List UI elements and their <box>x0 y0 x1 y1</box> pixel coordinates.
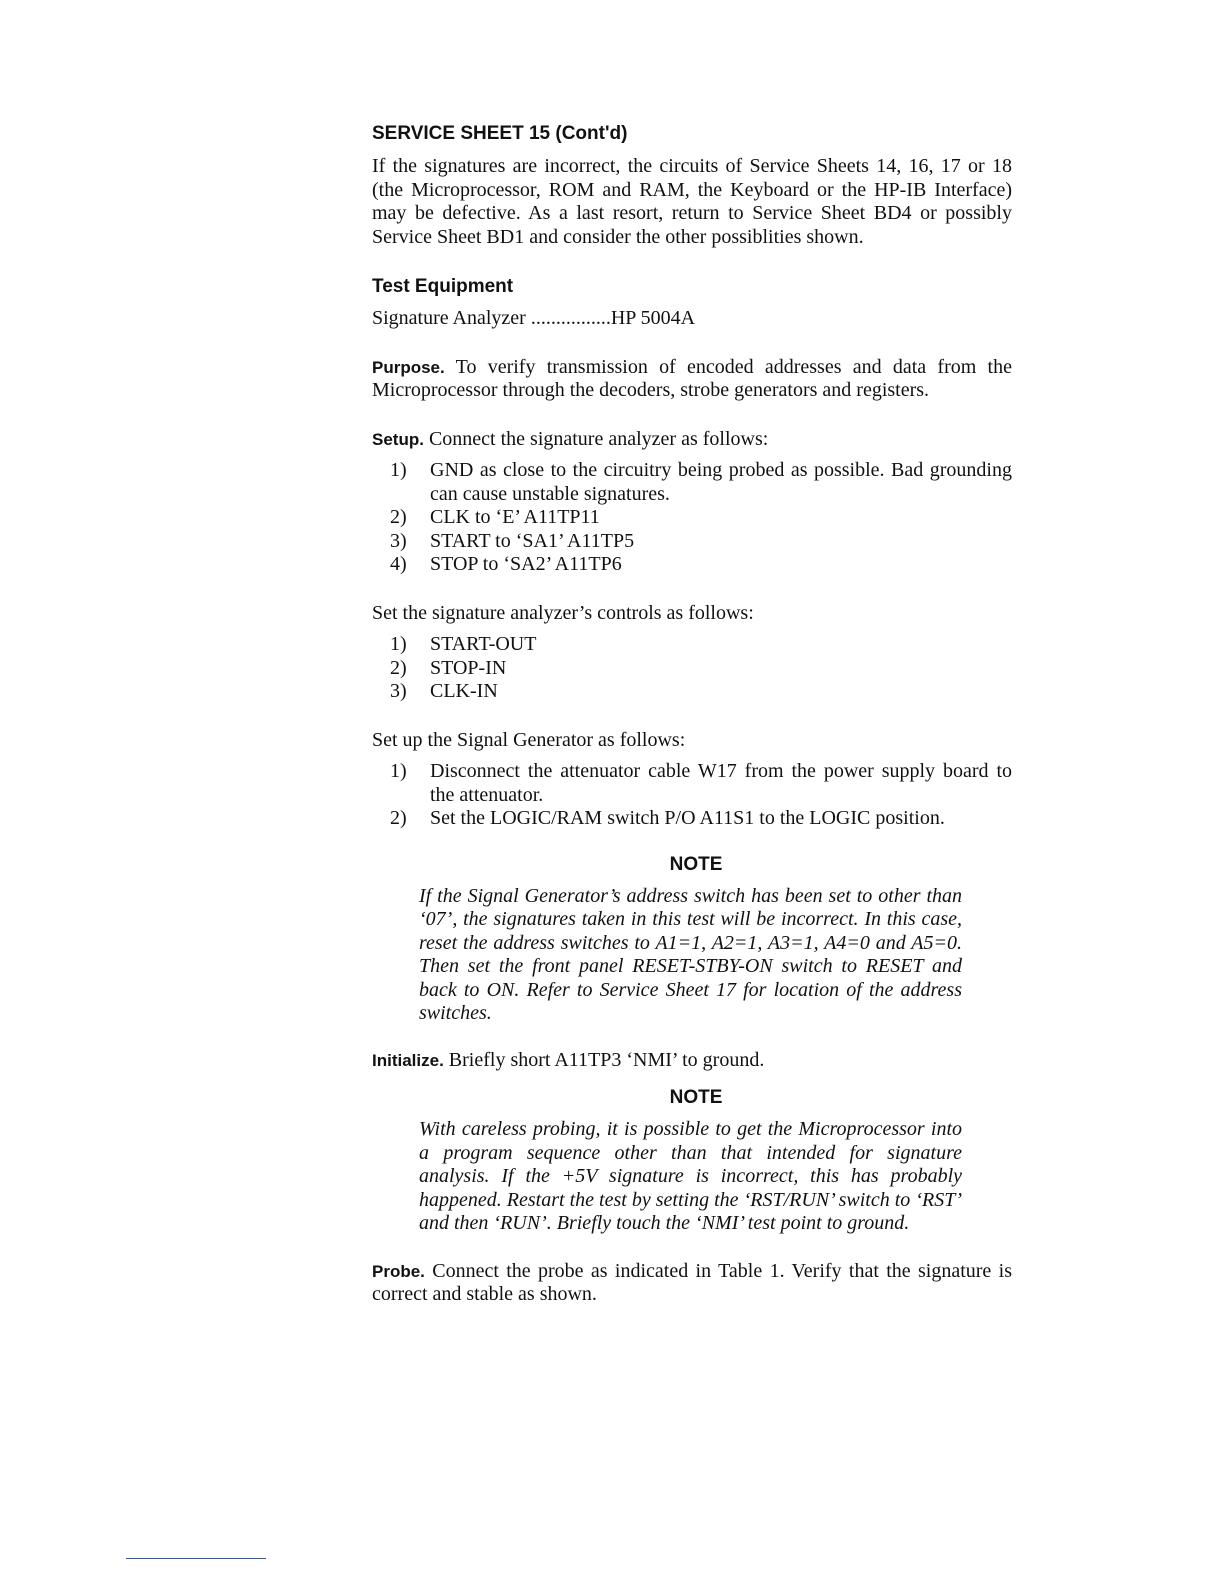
initialize-text: Briefly short A11TP3 ‘NMI’ to ground. <box>443 1048 765 1071</box>
list-item <box>372 459 1012 506</box>
step-text: STOP to ‘SA2’ A11TP6 <box>430 553 622 575</box>
step-number: 4) <box>390 553 407 575</box>
probe-paragraph <box>372 1260 1012 1307</box>
step-number: 3) <box>390 529 407 552</box>
purpose-label: Purpose. <box>372 357 445 377</box>
initialize-paragraph <box>372 1049 1012 1073</box>
step-number: 2) <box>390 656 407 679</box>
note-body: If the Signal Generator’s address switch has been set to other than ‘07’, the signatures taken in this test will be incorrect. In this case, reset the address switches to A1=1, A2=1, A3=1, A4=0 and A5=0. Then set the front panel RESET-STBY-ON switch to RESET and back to ON. Refer to Service Sheet 17 for location of the address switches. <box>419 884 962 1024</box>
list-item <box>372 680 1012 704</box>
service-sheet-page <box>372 122 1012 1307</box>
setup-label: Setup. <box>372 429 424 449</box>
list-item <box>372 807 1012 831</box>
purpose-text: To verify transmission of encoded addresses and data from the Microprocessor through the decoders, strobe generators and registers. <box>372 355 1012 401</box>
siggen-paragraph: Set up the Signal Generator as follows: <box>372 728 686 751</box>
step-text: START-OUT <box>430 633 537 655</box>
step-text: CLK to ‘E’ A11TP11 <box>430 506 600 528</box>
note-title: NOTE <box>669 1087 723 1108</box>
probe-text: Connect the probe as indicated in Table 1. Verify that the signature is correct and stable as shown. <box>372 1259 1012 1305</box>
test-equipment-heading: Test Equipment <box>372 276 514 297</box>
step-text: Disconnect the attenuator cable W17 from the power supply board to the attenuator. <box>430 760 1012 806</box>
probe-label: Probe. <box>372 1261 425 1281</box>
step-text: CLK-IN <box>430 680 498 702</box>
list-item <box>372 633 1012 657</box>
step-number: 2) <box>390 506 407 528</box>
list-item <box>372 657 1012 681</box>
step-number: 1) <box>390 459 407 481</box>
setup-paragraph <box>372 428 1012 452</box>
step-text: Set the LOGIC/RAM switch P/O A11S1 to the LOGIC position. <box>430 807 945 829</box>
intro-paragraph: If the signatures are incorrect, the circuits of Service Sheets 14, 16, 17 or 18 (the Microprocessor, ROM and RAM, the Keyboard or the HP-IB Interface) may be defective. As a last resort, return to Service Sheet BD4 or possibly Service Sheet BD1 and consider the other possiblities shown. <box>372 155 1012 248</box>
step-number: 2) <box>390 807 407 829</box>
step-text: STOP-IN <box>430 656 507 679</box>
note-title: NOTE <box>669 853 723 875</box>
list-item <box>372 553 1012 577</box>
controls-steps <box>372 633 1012 704</box>
setup-steps <box>372 459 1012 577</box>
siggen-steps <box>372 760 1012 831</box>
step-number: 3) <box>390 680 407 702</box>
step-text: GND as close to the circuitry being probed as possible. Bad grounding can cause unstable signatures. <box>430 459 1012 505</box>
initialize-label: Initialize. <box>372 1050 444 1070</box>
step-text: START to ‘SA1’ A11TP5 <box>430 529 635 552</box>
page-heading: SERVICE SHEET 15 (Cont'd) <box>372 123 628 144</box>
step-number: 1) <box>390 633 407 655</box>
step-number: 1) <box>390 760 407 782</box>
controls-paragraph: Set the signature analyzer’s controls as follows: <box>372 601 754 624</box>
test-equipment-item: Signature Analyzer ................HP 5004A <box>372 307 696 329</box>
setup-text: Connect the signature analyzer as follows: <box>423 427 769 450</box>
list-item <box>372 506 1012 530</box>
list-item <box>372 530 1012 554</box>
note-body: With careless probing, it is possible to get the Microprocessor into a program sequence other than that intended for signature analysis. If the +5V signature is incorrect, this has probably happened. Restart the test by setting the ‘RST/RUN’ switch to ‘RST’ and then ‘RUN’. Briefly touch the ‘NMI’ test point to ground. <box>419 1118 962 1234</box>
list-item <box>372 760 1012 807</box>
purpose-paragraph <box>372 356 1012 403</box>
footer-rule <box>126 1558 266 1559</box>
